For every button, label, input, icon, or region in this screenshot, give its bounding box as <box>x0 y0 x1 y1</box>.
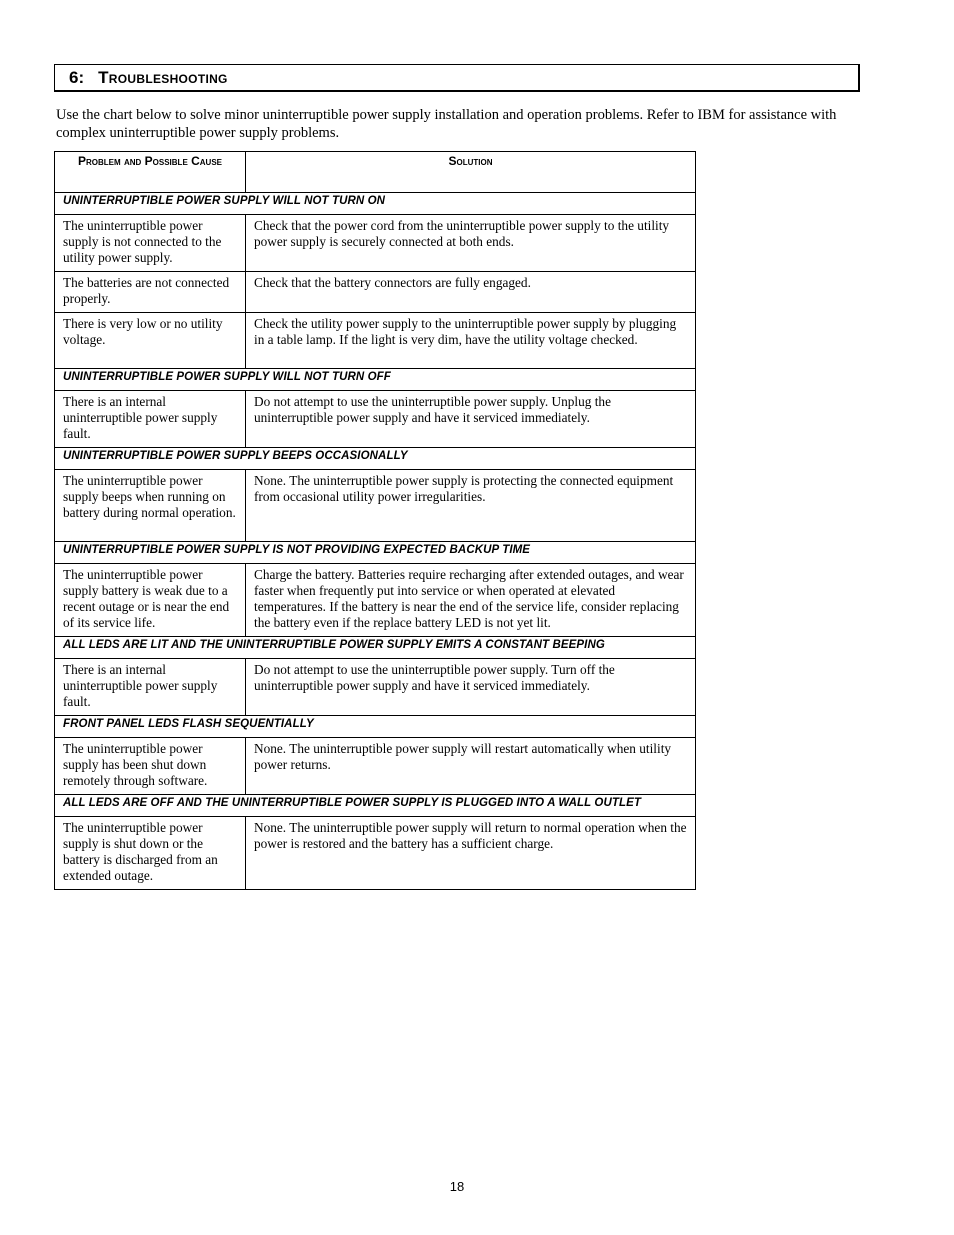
solution-cell: Check the utility power supply to the uninterruptible power supply by plugging in a table lamp. If the light is very dim, have the utility voltage checked. <box>246 313 696 369</box>
category-title: UNINTERRUPTIBLE POWER SUPPLY BEEPS OCCASIONALLY <box>55 448 696 470</box>
category-row <box>55 637 696 659</box>
problem-cell: The uninterruptible power supply beeps when running on battery during normal operation. <box>55 470 246 542</box>
intro-paragraph: Use the chart below to solve minor uninterruptible power supply installation and operation problems. Refer to IBM for assistance with complex uninterruptible power supply problems. <box>56 107 837 141</box>
category-title: UNINTERRUPTIBLE POWER SUPPLY WILL NOT TURN OFF <box>55 369 696 391</box>
section-header <box>54 64 860 92</box>
solution-cell: Charge the battery. Batteries require recharging after extended outages, and wear faster when frequently put into service or when operated at elevated temperatures. If the battery is near the end of the service life, consider replacing the battery even if the replace battery LED is not yet lit. <box>246 564 696 637</box>
solution-cell: None. The uninterruptible power supply will return to normal operation when the power is restored and the battery has a sufficient charge. <box>246 817 696 890</box>
solution-cell: Do not attempt to use the uninterruptible power supply. Turn off the uninterruptible power supply and have it serviced immediately. <box>246 659 696 716</box>
category-row <box>55 795 696 817</box>
problem-cell: The uninterruptible power supply is not connected to the utility power supply. <box>55 215 246 272</box>
table-row <box>55 313 696 369</box>
category-title: UNINTERRUPTIBLE POWER SUPPLY IS NOT PROVIDING EXPECTED BACKUP TIME <box>55 542 696 564</box>
solution-cell: None. The uninterruptible power supply will restart automatically when utility power returns. <box>246 738 696 795</box>
category-row <box>55 716 696 738</box>
problem-cell: There is an internal uninterruptible power supply fault. <box>55 391 246 448</box>
problem-cell: The uninterruptible power supply has been shut down remotely through software. <box>55 738 246 795</box>
solution-cell: None. The uninterruptible power supply is protecting the connected equipment from occasional utility power irregularities. <box>246 470 696 542</box>
table-row <box>55 272 696 313</box>
table-row <box>55 659 696 716</box>
category-title: UNINTERRUPTIBLE POWER SUPPLY WILL NOT TURN ON <box>55 193 696 215</box>
problem-cell: The batteries are not connected properly. <box>55 272 246 313</box>
table-row <box>55 817 696 890</box>
table-header-row <box>55 152 696 193</box>
table-row <box>55 470 696 542</box>
table-row <box>55 564 696 637</box>
table-row <box>55 391 696 448</box>
solution-cell: Check that the power cord from the uninterruptible power supply to the utility power supply is securely connected at both ends. <box>246 215 696 272</box>
troubleshooting-table <box>54 151 696 890</box>
solution-column-header: Solution <box>246 152 696 193</box>
category-row <box>55 369 696 391</box>
problem-cell: There is an internal uninterruptible power supply fault. <box>55 659 246 716</box>
table-row <box>55 215 696 272</box>
page-number: 18 <box>449 1179 465 1194</box>
category-title: ALL LEDS ARE LIT AND THE UNINTERRUPTIBLE POWER SUPPLY EMITS A CONSTANT BEEPING <box>55 637 696 659</box>
category-title: ALL LEDS ARE OFF AND THE UNINTERRUPTIBLE POWER SUPPLY IS PLUGGED INTO A WALL OUTLET <box>55 795 696 817</box>
problem-column-header: Problem and Possible Cause <box>55 152 246 193</box>
problem-cell: There is very low or no utility voltage. <box>55 313 246 369</box>
section-title: Troubleshooting <box>98 67 228 87</box>
section-number: 6: <box>69 67 85 87</box>
category-row <box>55 542 696 564</box>
problem-cell: The uninterruptible power supply is shut down or the battery is discharged from an extended outage. <box>55 817 246 890</box>
problem-cell: The uninterruptible power supply battery is weak due to a recent outage or is near the end of its service life. <box>55 564 246 637</box>
category-row <box>55 193 696 215</box>
category-title: FRONT PANEL LEDS FLASH SEQUENTIALLY <box>55 716 696 738</box>
solution-cell: Check that the battery connectors are fully engaged. <box>246 272 696 313</box>
category-row <box>55 448 696 470</box>
table-row <box>55 738 696 795</box>
solution-cell: Do not attempt to use the uninterruptible power supply. Unplug the uninterruptible power supply and have it serviced immediately. <box>246 391 696 448</box>
